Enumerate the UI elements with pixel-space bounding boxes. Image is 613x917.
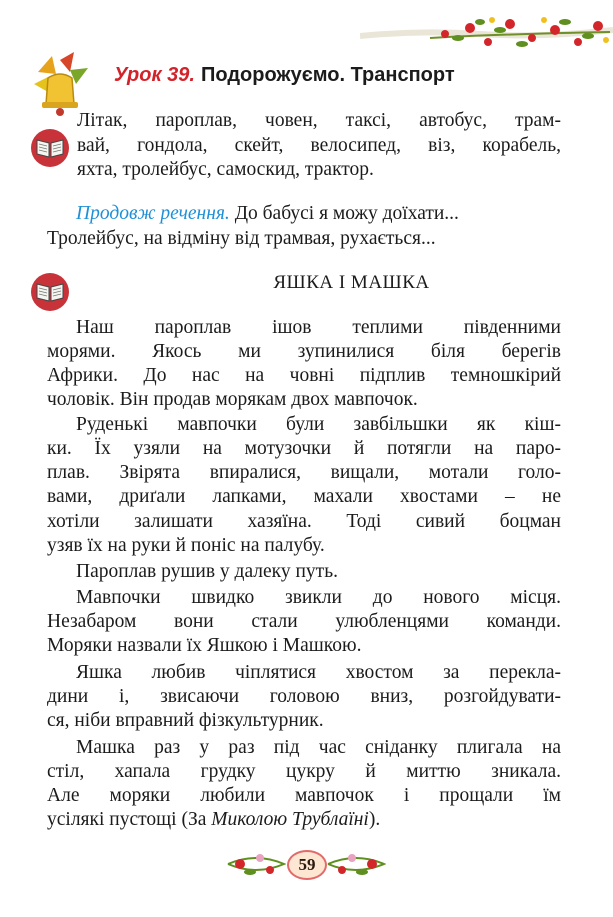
lesson-header [114, 64, 455, 87]
story-line: хотіли залишати хазяїна. Тоді сивий боцман [47, 511, 561, 532]
story-line: Руденькі мавпочки були завбільшки як кіш- [76, 414, 561, 435]
story-text-end: ). [368, 809, 381, 830]
vocabulary-line: вай, гондола, скейт, велосипед, віз, корабель, [77, 135, 561, 156]
story-line: Наш пароплав ішов теплими південними [76, 317, 561, 338]
story-line: Але моряки любили мавпочок і прощали їм [47, 785, 561, 806]
story-line: стіл, хапала грудку цукру й миттю зникала. [47, 761, 561, 782]
story-line: чоловік. Він продав морякам двох мавпочок. [47, 389, 418, 410]
task-line [76, 202, 590, 226]
story-text: усілякі пустощі (За [47, 809, 212, 830]
floral-ornament-right [326, 846, 386, 882]
lesson-number: Урок 39. [114, 64, 195, 86]
floral-ornament-left [226, 846, 286, 882]
story-line: морями. Якось ми зупинилися біля берегів [47, 341, 561, 362]
story-line: узяв їх на руки й поніс на палубу. [47, 535, 325, 556]
book-icon [30, 128, 70, 168]
story-line: Мавпочки швидко звикли до нового місця. [76, 587, 561, 608]
vocabulary-line: яхта, тролейбус, самоскид, трактор. [77, 159, 374, 180]
story-line: Пароплав рушив у далеку путь. [76, 561, 338, 582]
story-title: ЯШКА І МАШКА [273, 272, 430, 293]
task-text: До бабусі я можу доїхати... [229, 203, 459, 224]
story-line: ки. Їх узяли на мотузочки й потягли на паро- [47, 438, 561, 459]
story-last-line [47, 808, 561, 832]
task-label: Продовж речення. [76, 203, 230, 224]
story-line: Моряки назвали їх Яшкою і Машкою. [47, 635, 362, 656]
story-line: Африки. До нас на човні підплив темношкірий [47, 365, 561, 386]
page-number: 59 [287, 850, 327, 880]
story-line: Машка раз у раз під час сніданку плигала на [76, 737, 561, 758]
author-name: Миколою Трублаїні [211, 809, 369, 830]
lesson-title: Подорожуємо. Транспорт [200, 64, 455, 86]
vocabulary-line: Літак, пароплав, човен, таксі, автобус, трам- [77, 110, 561, 131]
story-line: Яшка любив чіплятися хвостом за перекла- [76, 662, 561, 683]
story-line: ся, ніби вправний фізкультурник. [47, 710, 324, 731]
story-line: вами, дриґали лапками, махали хвостами – не [47, 486, 561, 507]
task-line-2: Тролейбус, на відміну від трамвая, рухається... [47, 228, 436, 249]
story-line: плав. Звірята впиралися, вищали, мотали голо- [47, 462, 561, 483]
floral-branch-decoration [360, 8, 613, 56]
story-line: Незабаром вони стали улюбленцями команди. [47, 611, 561, 632]
story-line: дини і, звисаючи головою вниз, розгойдувати- [47, 686, 561, 707]
